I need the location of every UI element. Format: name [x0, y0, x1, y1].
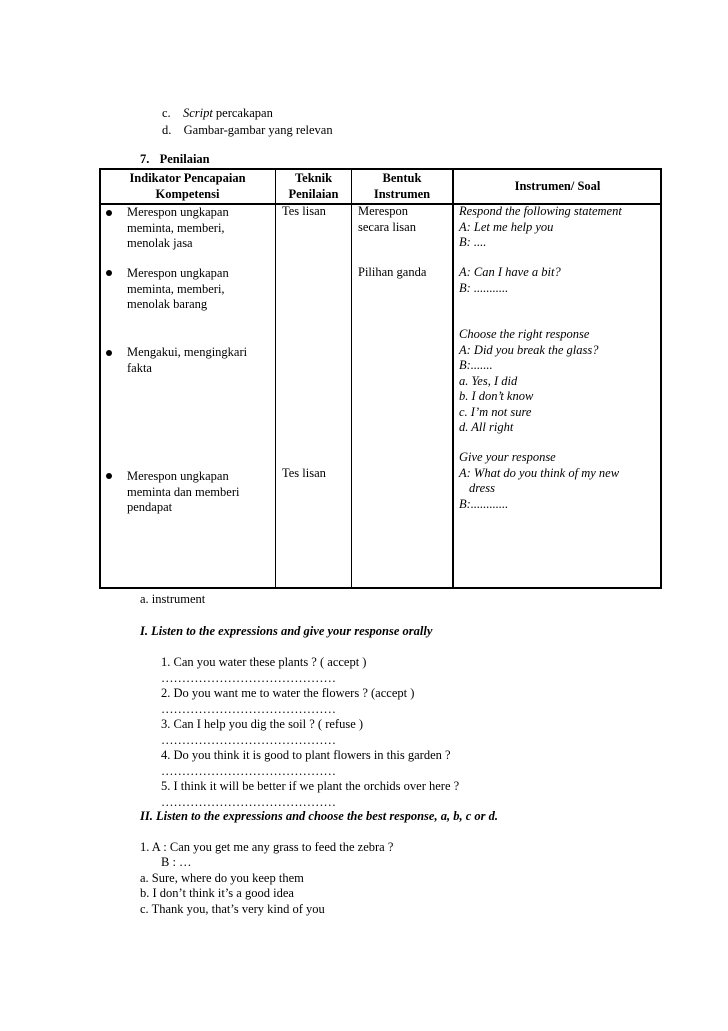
soal-line: Choose the right response: [459, 327, 590, 341]
soal-line: c. I’m not sure: [459, 404, 532, 419]
soal-line: dress: [469, 481, 495, 495]
header-teknik-line1: Teknik: [294, 171, 333, 185]
part1-question: 1. Can you water these plants ? ( accept ): [161, 655, 367, 669]
media-item-marker: d.: [162, 123, 172, 137]
indikator-line: menolak jasa: [127, 236, 193, 250]
soal-line: B:............: [459, 496, 509, 511]
media-item-d: [162, 123, 333, 138]
header-teknik: [276, 170, 351, 202]
bentuk-line: secara lisan: [358, 219, 416, 234]
part1-answer-line: ……………………………………: [161, 795, 336, 809]
indikator-cell: [127, 266, 229, 313]
media-item-label: Gambar-gambar yang relevan: [183, 123, 333, 137]
soal-line: b. I don’t know: [459, 389, 534, 403]
indikator-cell: [127, 205, 229, 252]
soal-cell: [459, 265, 561, 296]
instrument-label: a. instrument: [140, 592, 206, 606]
column-divider: [275, 168, 276, 589]
soal-line: Give your response: [459, 450, 556, 464]
header-instrumen-label: Instrumen/ Soal: [514, 179, 601, 193]
soal-cell: [459, 204, 622, 251]
part2-option: a. Sure, where do you keep them: [140, 871, 304, 885]
part1-question: 4. Do you think it is good to plant flowers in this garden ?: [161, 748, 451, 762]
header-instrumen: [454, 178, 661, 194]
header-bentuk: [352, 170, 452, 202]
teknik-cell: [282, 204, 326, 220]
section-title: Penilaian: [159, 152, 210, 166]
header-teknik-line2: Penilaian: [288, 187, 339, 201]
part1-title: I. Listen to the expressions and give your response orally: [140, 624, 433, 638]
teknik-cell: [282, 466, 326, 482]
bentuk-cell: [358, 204, 416, 235]
soal-line: B: ....: [459, 235, 487, 249]
header-bentuk-line1: Bentuk: [382, 171, 422, 185]
part2-title: II. Listen to the expressions and choose the best response, a, b, c or d.: [140, 809, 499, 823]
section-heading: [140, 152, 210, 167]
bentuk-line: Merespon: [358, 204, 408, 218]
header-indikator-line1: Indikator Pencapaian: [129, 171, 246, 185]
soal-line: a. Yes, I did: [459, 373, 518, 388]
bentuk-cell: [358, 265, 426, 281]
soal-line: Respond the following statement: [459, 204, 622, 218]
part1-answer-line: ……………………………………: [161, 764, 336, 778]
indikator-line: Merespon ungkapan: [127, 469, 229, 483]
bullet-icon: [106, 473, 112, 479]
part1-question: 2. Do you want me to water the flowers ? (accept ): [161, 686, 415, 700]
media-item-label: percakapan: [212, 106, 273, 120]
media-item-marker: c.: [162, 106, 171, 120]
indikator-cell: [127, 345, 247, 376]
column-divider: [452, 168, 454, 589]
part1-question: 5. I think it will be better if we plant the orchids over here ?: [161, 779, 460, 793]
indikator-line: pendapat: [127, 500, 173, 514]
header-indikator: [100, 170, 275, 202]
header-indikator-line2: Kompetensi: [155, 187, 220, 201]
section-number: 7.: [140, 152, 150, 166]
media-item-c: [162, 106, 273, 121]
bullet-icon: [106, 350, 112, 356]
indikator-line: Merespon ungkapan: [127, 266, 229, 280]
part1-answer-line: ……………………………………: [161, 702, 336, 716]
teknik-line: Tes lisan: [282, 466, 326, 480]
teknik-line: Tes lisan: [282, 204, 326, 218]
media-item-label-italic: Script: [182, 106, 213, 120]
indikator-line: meminta, memberi,: [127, 220, 225, 235]
part1-answer-line: ……………………………………: [161, 671, 336, 685]
part2-question-answer: B : …: [161, 855, 192, 869]
soal-line: A: Can I have a bit?: [459, 265, 561, 279]
part2-option: b. I don’t think it’s a good idea: [140, 886, 294, 900]
header-bentuk-line2: Instrumen: [373, 187, 431, 201]
indikator-line: meminta dan memberi: [127, 484, 240, 499]
soal-line: B: ...........: [459, 280, 509, 295]
part1-answer-line: ……………………………………: [161, 733, 336, 747]
indikator-line: Mengakui, mengingkari: [127, 345, 248, 359]
part2-option: c. Thank you, that’s very kind of you: [140, 902, 325, 916]
bullet-icon: [106, 210, 112, 216]
soal-cell: [459, 327, 598, 436]
indikator-line: menolak barang: [127, 297, 208, 311]
part1-question: 3. Can I help you dig the soil ? ( refuse ): [161, 717, 364, 731]
soal-line: A: What do you think of my new: [459, 465, 620, 480]
bentuk-line: Pilihan ganda: [358, 265, 427, 279]
soal-line: A: Did you break the glass?: [459, 342, 599, 357]
indikator-line: Merespon ungkapan: [127, 205, 229, 219]
soal-line: A: Let me help you: [459, 219, 554, 234]
soal-line: B:.......: [459, 358, 493, 372]
indikator-line: fakta: [127, 360, 152, 375]
column-divider: [351, 168, 352, 589]
indikator-line: meminta, memberi,: [127, 281, 225, 296]
indikator-cell: [127, 469, 239, 516]
soal-line: d. All right: [459, 420, 514, 434]
part2-question: 1. A : Can you get me any grass to feed the zebra ?: [140, 840, 394, 854]
soal-cell: [459, 450, 619, 512]
bullet-icon: [106, 270, 112, 276]
